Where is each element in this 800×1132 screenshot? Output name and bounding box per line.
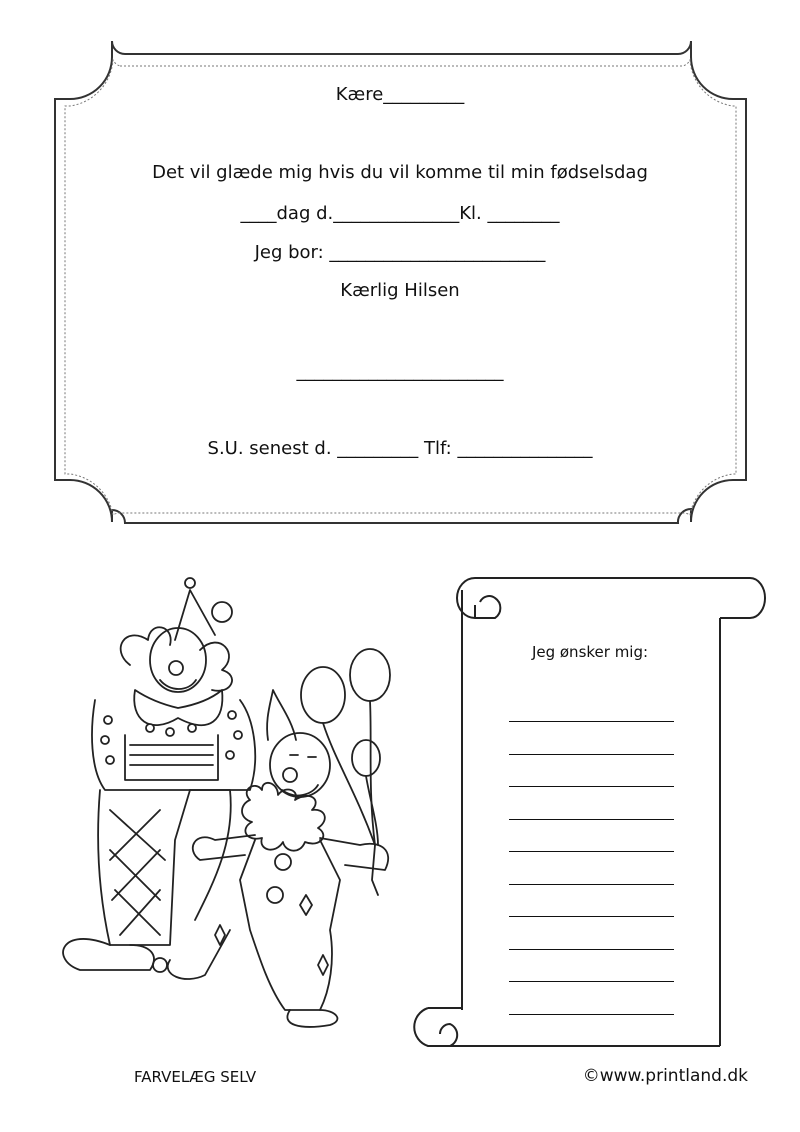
footer-left-text: FARVELÆG SELV (134, 1068, 257, 1086)
invitation-text: Det vil glæde mig hvis du vil komme til min fødselsdag (152, 162, 648, 183)
date-time-line: ____dag d.______________Kl. ________ (240, 203, 560, 224)
rsvp-line: S.U. senest d. _________ Tlf: _______________ (207, 438, 593, 459)
signature-line: _______________________ (296, 361, 504, 382)
address-line: Jeg bor: ________________________ (254, 242, 546, 263)
closing-text: Kærlig Hilsen (340, 280, 460, 301)
greeting-line: Kære_________ (335, 84, 465, 105)
footer-copyright-text: ©www.printland.dk (582, 1066, 748, 1086)
wishlist-title: Jeg ønsker mig: (531, 643, 649, 661)
